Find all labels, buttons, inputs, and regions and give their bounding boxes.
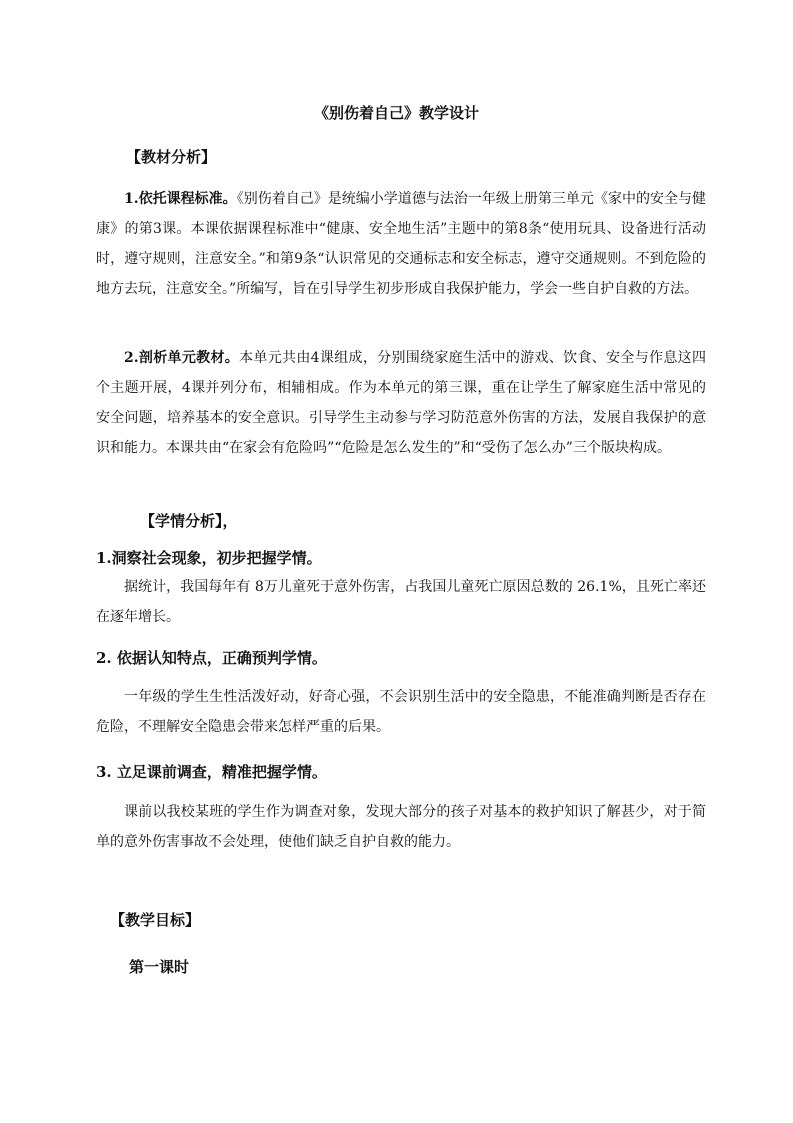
learner-item-3-title: 3. 立足课前调查，精准把握学情。 (96, 763, 327, 781)
paragraph-course-standard (96, 184, 706, 304)
document-title: 《别伤着自己》教学设计 (313, 104, 479, 122)
paragraph-unit-material (96, 343, 706, 463)
paragraph-lead: 1.依托课程标准。 (124, 191, 237, 207)
lesson-label: 第一课时 (129, 958, 190, 976)
paragraph-text: 《别伤着自己》是统编小学道德与法治一年级上册第三单元《家中的安全与健康》的第3课。本课依据课程标准中“健康、安全地生活”主题中的第8条“使用玩具、设备进行活动时，遵守规则，注意安全。”和第9条“认识常见的交通标志和安全标志，遵守交通规则。不到危险的地方去玩，注意安全。”所编写，旨在引导学生初步形成自我保护能力，学会一些自护自救的方法。 (96, 191, 707, 297)
paragraph-text: 本单元共由4课组成，分别围绕家庭生活中的游戏、饮食、安全与作息这四个主题开展，4课并列分布，相辅相成。作为本单元的第三课，重在让学生了解家庭生活中常见的安全问题，培养基本的安全意识。引导学生主动参与学习防范意外伤害的方法，发展自我保护的意识和能力。本课共由“在家会有危险吗”“危险是怎么发生的”和“受伤了怎么办”三个版块构成。 (96, 350, 706, 456)
learner-item-3-text: 课前以我校某班的学生作为调查对象，发现大部分的孩子对基本的救护知识了解甚少，对于简单的意外伤害事故不会处理，使他们缺乏自护自救的能力。 (96, 804, 706, 850)
learner-item-1-text: 据统计，我国每年有 8万儿童死于意外伤害，占我国儿童死亡原因总数的 26.1%，且死亡率还在逐年增长。 (96, 579, 706, 625)
learner-item-2-title: 2. 依据认知特点，正确预判学情。 (96, 649, 327, 667)
learner-item-2-text: 一年级的学生生性活泼好动，好奇心强，不会识别生活中的安全隐患，不能准确判断是否存在危险，不理解安全隐患会带来怎样严重的后果。 (96, 689, 706, 735)
heading-teaching-goals: 【教学目标】 (110, 911, 201, 929)
heading-material-analysis: 【教材分析】 (126, 148, 217, 166)
learner-item-1-title: 1.洞察社会现象，初步把握学情。 (96, 549, 322, 567)
paragraph-lead: 2.剖析单元教材。 (124, 350, 240, 366)
heading-learner-analysis: 【学情分析】， (140, 512, 238, 530)
